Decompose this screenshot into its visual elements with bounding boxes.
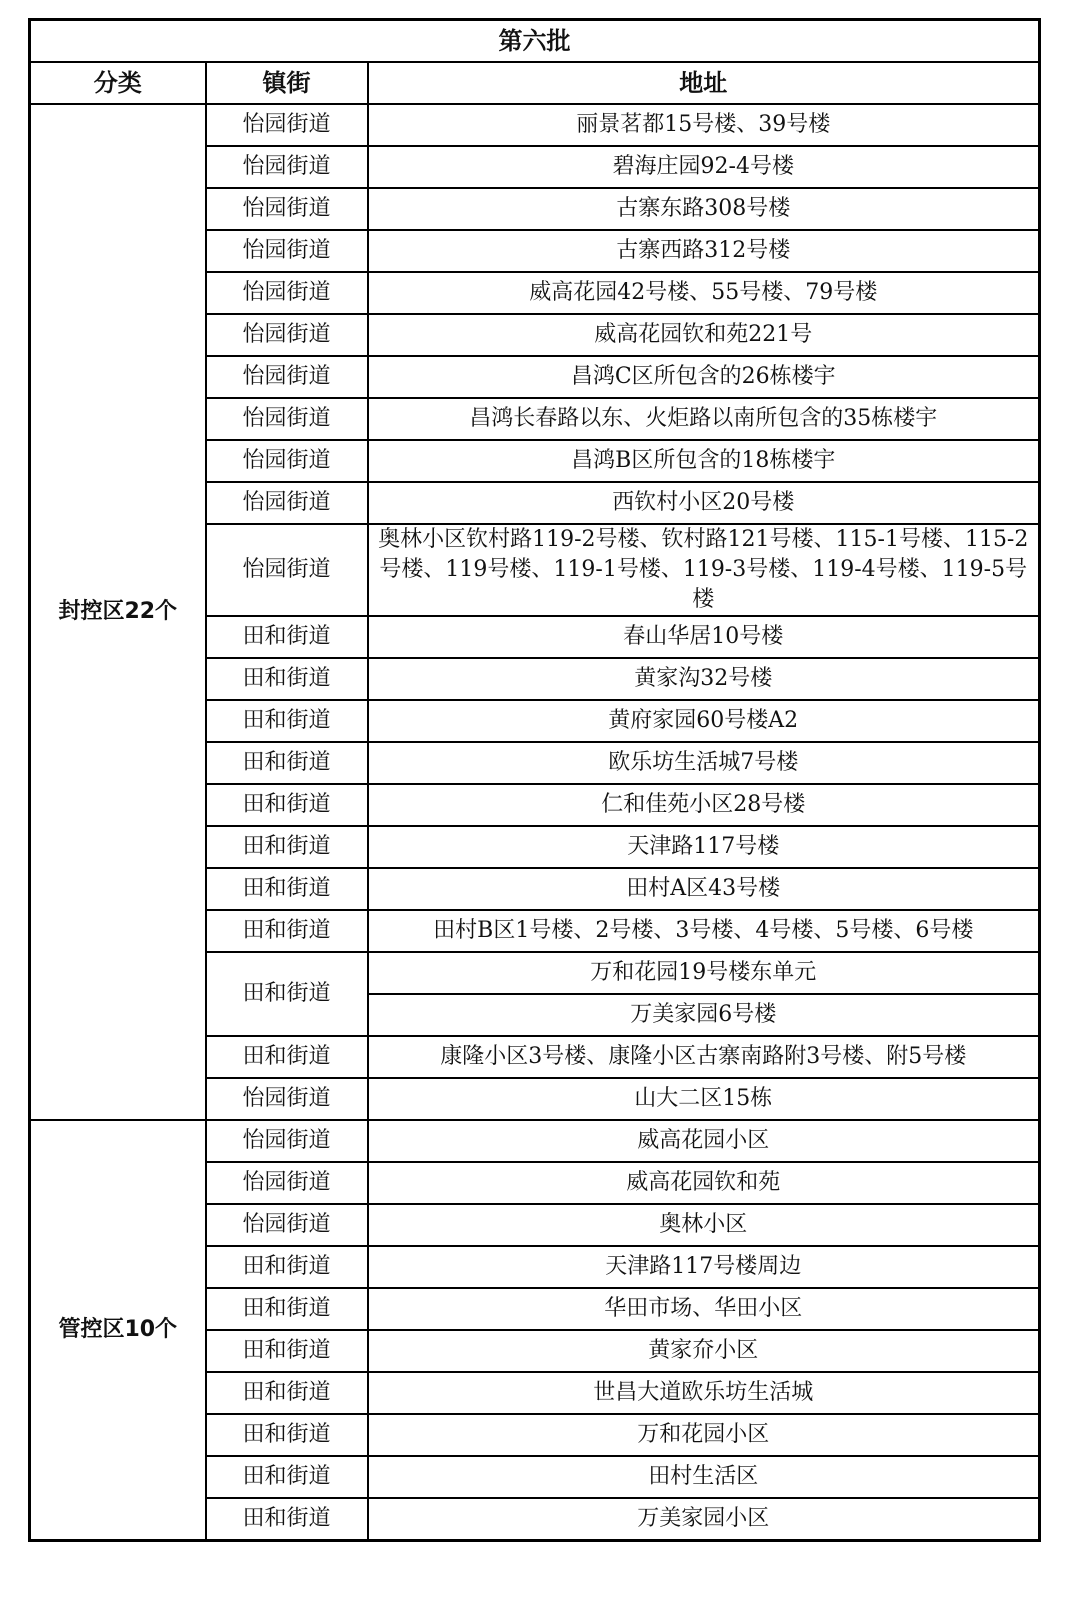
address-cell: 天津路117号楼周边: [368, 1246, 1040, 1288]
address-cell: 古寨东路308号楼: [368, 188, 1040, 230]
address-cell: 华田市场、华田小区: [368, 1288, 1040, 1330]
document-sheet: [28, 18, 1038, 1542]
address-cell: 欧乐坊生活城7号楼: [368, 742, 1040, 784]
street-cell: 田和街道: [206, 784, 368, 826]
address-cell: 威高花园钦和苑221号: [368, 314, 1040, 356]
street-cell: 怡园街道: [206, 1078, 368, 1120]
table-row: [30, 104, 1040, 146]
title-row: [30, 20, 1040, 63]
street-cell: 怡园街道: [206, 398, 368, 440]
header-category: 分类: [30, 62, 206, 104]
street-cell: 田和街道: [206, 742, 368, 784]
address-cell: 黄家沟32号楼: [368, 658, 1040, 700]
address-cell: 威高花园小区: [368, 1120, 1040, 1162]
street-cell: 怡园街道: [206, 272, 368, 314]
header-row: [30, 62, 1040, 104]
address-cell: 世昌大道欧乐坊生活城: [368, 1372, 1040, 1414]
street-cell: 田和街道: [206, 952, 368, 1036]
header-street: 镇街: [206, 62, 368, 104]
address-cell: 万美家园6号楼: [368, 994, 1040, 1036]
control-area-table: [28, 18, 1041, 1542]
street-cell: 田和街道: [206, 616, 368, 658]
address-cell: 康隆小区3号楼、康隆小区古寨南路附3号楼、附5号楼: [368, 1036, 1040, 1078]
table-row: [30, 1120, 1040, 1162]
address-cell: 昌鸿长春路以东、火炬路以南所包含的35栋楼宇: [368, 398, 1040, 440]
address-cell: 丽景茗都15号楼、39号楼: [368, 104, 1040, 146]
street-cell: 田和街道: [206, 1372, 368, 1414]
address-cell: 田村A区43号楼: [368, 868, 1040, 910]
street-cell: 怡园街道: [206, 188, 368, 230]
street-cell: 怡园街道: [206, 314, 368, 356]
street-cell: 怡园街道: [206, 104, 368, 146]
street-cell: 田和街道: [206, 910, 368, 952]
street-cell: 田和街道: [206, 1498, 368, 1541]
address-cell: 仁和佳苑小区28号楼: [368, 784, 1040, 826]
address-cell: 威高花园42号楼、55号楼、79号楼: [368, 272, 1040, 314]
category-cell-controlled: 管控区10个: [30, 1120, 206, 1541]
table-title: 第六批: [30, 20, 1040, 63]
street-cell: 怡园街道: [206, 440, 368, 482]
address-cell: 黄府家园60号楼A2: [368, 700, 1040, 742]
address-cell: 春山华居10号楼: [368, 616, 1040, 658]
street-cell: 怡园街道: [206, 482, 368, 524]
street-cell: 田和街道: [206, 658, 368, 700]
street-cell: 田和街道: [206, 826, 368, 868]
address-cell: 天津路117号楼: [368, 826, 1040, 868]
street-cell: 田和街道: [206, 1330, 368, 1372]
street-cell: 田和街道: [206, 1414, 368, 1456]
address-cell: 威高花园钦和苑: [368, 1162, 1040, 1204]
address-cell: 奥林小区钦村路119-2号楼、钦村路121号楼、115-1号楼、115-2号楼、119号楼、119-1号楼、119-3号楼、119-4号楼、119-5号楼: [368, 524, 1040, 616]
address-cell: 田村生活区: [368, 1456, 1040, 1498]
header-address: 地址: [368, 62, 1040, 104]
street-cell: 怡园街道: [206, 524, 368, 616]
address-cell: 万美家园小区: [368, 1498, 1040, 1541]
category-cell-sealed: 封控区22个: [30, 104, 206, 1120]
address-cell: 田村B区1号楼、2号楼、3号楼、4号楼、5号楼、6号楼: [368, 910, 1040, 952]
address-cell: 万和花园19号楼东单元: [368, 952, 1040, 994]
address-cell: 奥林小区: [368, 1204, 1040, 1246]
address-cell: 西钦村小区20号楼: [368, 482, 1040, 524]
address-cell: 古寨西路312号楼: [368, 230, 1040, 272]
street-cell: 怡园街道: [206, 356, 368, 398]
street-cell: 怡园街道: [206, 1204, 368, 1246]
street-cell: 田和街道: [206, 700, 368, 742]
street-cell: 田和街道: [206, 1246, 368, 1288]
address-cell: 昌鸿C区所包含的26栋楼宇: [368, 356, 1040, 398]
street-cell: 田和街道: [206, 868, 368, 910]
street-cell: 怡园街道: [206, 230, 368, 272]
street-cell: 怡园街道: [206, 1120, 368, 1162]
address-cell: 万和花园小区: [368, 1414, 1040, 1456]
address-cell: 山大二区15栋: [368, 1078, 1040, 1120]
street-cell: 怡园街道: [206, 146, 368, 188]
address-cell: 昌鸿B区所包含的18栋楼宇: [368, 440, 1040, 482]
address-cell: 黄家夼小区: [368, 1330, 1040, 1372]
street-cell: 田和街道: [206, 1036, 368, 1078]
street-cell: 田和街道: [206, 1456, 368, 1498]
street-cell: 怡园街道: [206, 1162, 368, 1204]
street-cell: 田和街道: [206, 1288, 368, 1330]
address-cell: 碧海庄园92-4号楼: [368, 146, 1040, 188]
